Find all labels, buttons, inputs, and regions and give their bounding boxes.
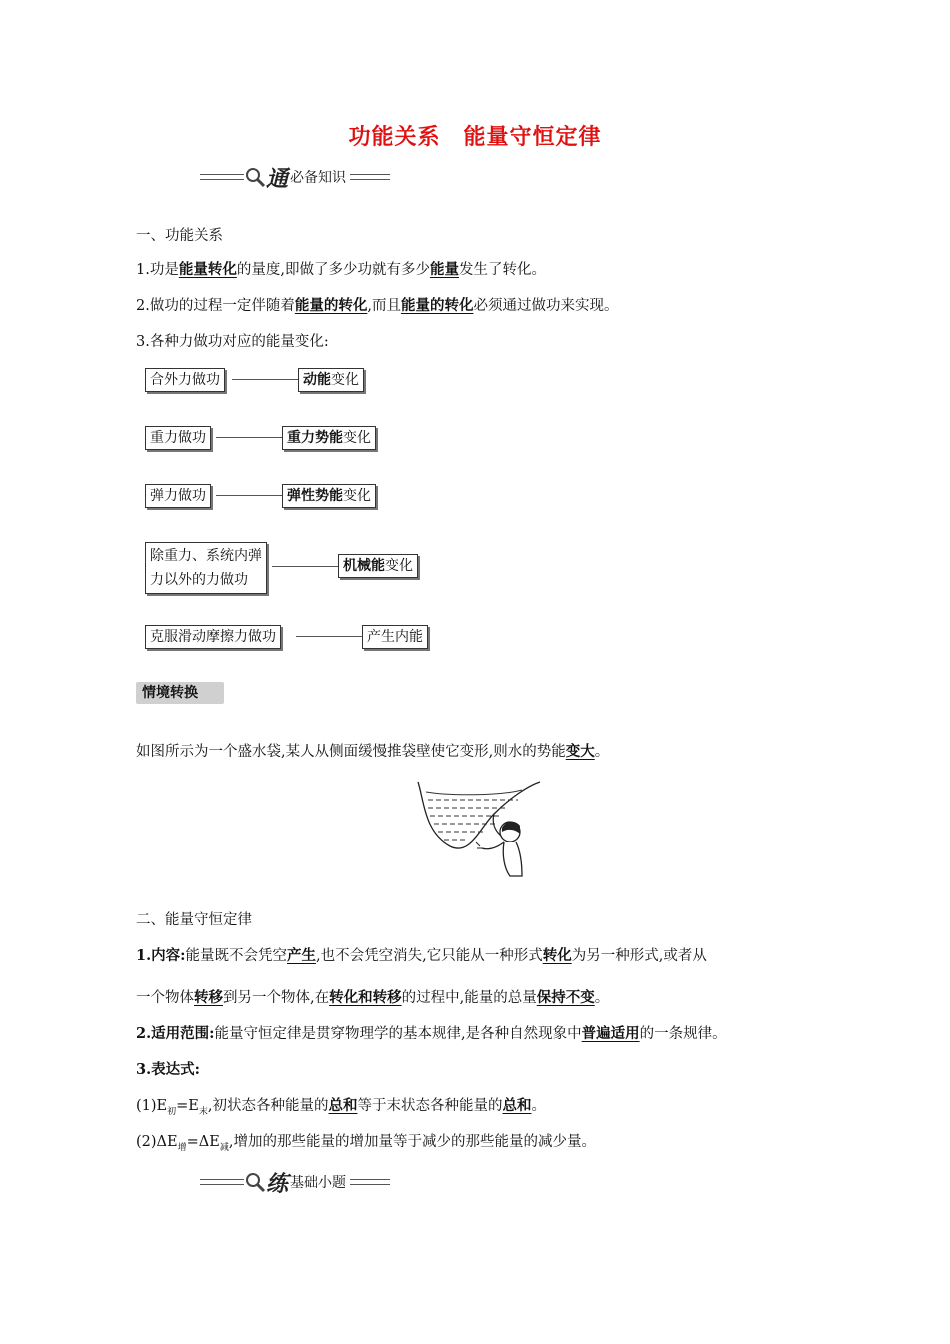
scenario-tag: 情境转换 [136, 682, 224, 704]
double-rule [350, 1179, 390, 1185]
double-rule [350, 174, 390, 180]
answer-blank: 转化 [542, 947, 572, 964]
answer-blank: 能量的转化 [400, 297, 474, 314]
water-bag-illustration [410, 776, 550, 880]
answer-blank: 能量 [429, 261, 459, 278]
energy-box: 机械能变化 [338, 554, 418, 578]
paragraph: 如图所示为一个盛水袋,某人从侧面缓慢推袋壁使它变形,则水的势能变大。 [136, 743, 610, 760]
answer-blank: 保持不变 [536, 989, 595, 1006]
double-rule [200, 1179, 244, 1185]
force-box: 弹力做功 [145, 484, 211, 508]
answer-blank: 总和 [502, 1097, 532, 1114]
force-box: 克服滑动摩擦力做功 [145, 625, 281, 649]
section-heading: 二、能量守恒定律 [136, 912, 252, 928]
paragraph: 1.功是能量转化的量度,即做了多少功就有多少能量发生了转化。 [136, 261, 546, 278]
connector-line [296, 636, 362, 637]
paragraph: 2.做功的过程一定伴随着能量的转化,而且能量的转化必须通过做功来实现。 [136, 297, 619, 314]
answer-blank: 普遍适用 [581, 1025, 640, 1042]
paragraph: 3.各种力做功对应的能量变化: [136, 334, 329, 350]
double-rule [200, 174, 244, 180]
answer-blank: 能量的转化 [294, 297, 368, 314]
answer-blank: 产生 [287, 947, 316, 964]
answer-blank: 转化和转移 [329, 989, 402, 1006]
answer-blank: 转移 [194, 989, 223, 1006]
connector-line [216, 495, 282, 496]
section-banner-basic-exercises [200, 1169, 390, 1195]
energy-box: 重力势能变化 [282, 426, 376, 450]
banner-label: 基础小题 [290, 1175, 347, 1191]
section-heading: 一、功能关系 [136, 228, 223, 244]
answer-blank: 总和 [328, 1097, 358, 1114]
formula-line: $(1)E_初=E_末$,初状态各种能量的总和等于末状态各种能量的总和。 [136, 1097, 546, 1117]
answer-blank: 变大 [565, 743, 595, 760]
connector-line [232, 379, 298, 380]
energy-box: 弹性势能变化 [282, 484, 376, 508]
energy-box: 产生内能 [362, 625, 428, 649]
paragraph: 一个物体转移到另一个物体,在转化和转移的过程中,能量的总量保持不变。 [136, 989, 610, 1006]
page-title: 功能关系 能量守恒定律 [348, 125, 602, 150]
energy-box: 动能变化 [298, 368, 364, 392]
answer-blank: 能量转化 [178, 261, 237, 278]
paragraph: 1.内容:能量既不会凭空产生,也不会凭空消失,它只能从一种形式转化为另一种形式,或者从 [136, 947, 707, 964]
force-box: 除重力、系统内弹 力以外的力做功 [145, 542, 267, 594]
badge-glyph: 通 [266, 166, 289, 192]
magnifier-icon [244, 166, 266, 188]
force-box: 重力做功 [145, 426, 211, 450]
magnifier-icon [244, 1171, 266, 1193]
banner-label: 必备知识 [290, 170, 347, 186]
connector-line [216, 437, 282, 438]
force-box: 合外力做功 [145, 368, 225, 392]
section-banner-required-knowledge [200, 164, 390, 190]
formula-line: $(2)\Delta E_增=\Delta E_减$,增加的那些能量的增加量等于减少的那些能量的减少量。 [136, 1134, 596, 1153]
badge-glyph: 练 [266, 1171, 289, 1197]
paragraph: 2.适用范围:能量守恒定律是贯穿物理学的基本规律,是各种自然现象中普遍适用的一条规律。 [136, 1025, 727, 1042]
paragraph: 3.表达式: [136, 1061, 200, 1078]
connector-line [272, 566, 338, 567]
